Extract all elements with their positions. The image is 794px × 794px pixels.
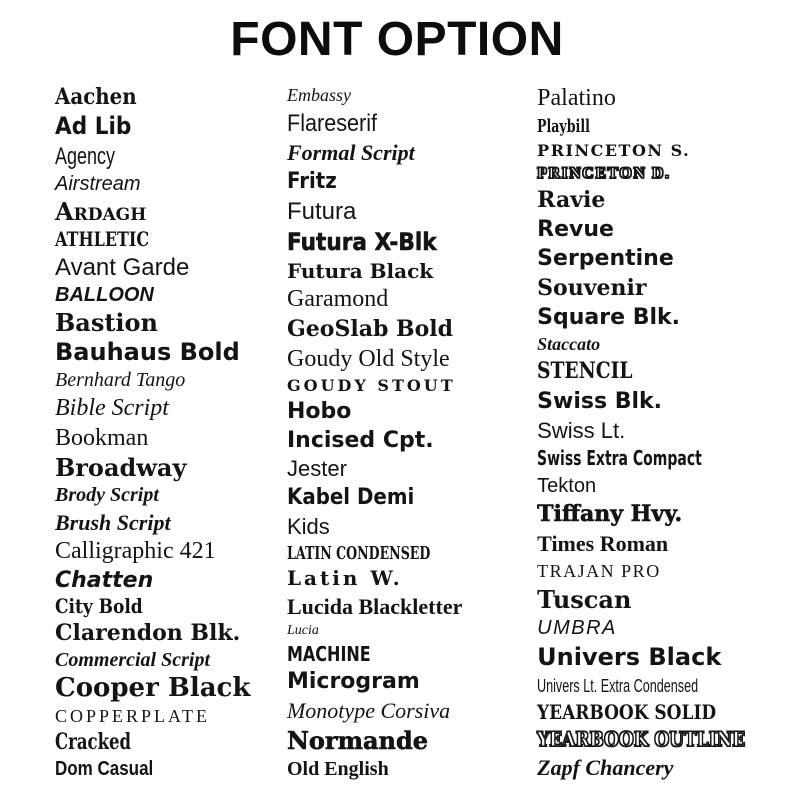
font-sample-swiss-lt: Swiss Lt.	[537, 418, 626, 444]
font-sample-dom-casual: Dom Casual	[55, 757, 154, 780]
font-sample-bauhaus-bold: Bauhaus Bold	[55, 338, 240, 367]
font-sample-cracked: Cracked	[55, 728, 132, 755]
font-sample-tiffany-hvy: Tiffany Hvy.	[537, 500, 683, 527]
page-title: FONT OPTION	[230, 13, 564, 66]
font-sample-incised-cpt: Incised Cpt.	[286, 427, 434, 453]
font-sample-fritz: Fritz	[286, 169, 337, 195]
font-sample-latin-condensed: LATIN CONDENSED	[286, 542, 431, 564]
font-sample-princeton-d: PRINCETON D.	[537, 164, 671, 182]
font-sample-calligraphic-421: Calligraphic 421	[55, 537, 216, 564]
font-sample-balloon: BALLOON	[55, 283, 154, 306]
font-sample-zapf-chancery: Zapf Chancery	[537, 755, 674, 781]
font-sample-machine: MACHINE	[286, 641, 371, 666]
font-columns	[55, 86, 782, 780]
font-column-1	[55, 86, 287, 780]
font-sample-goudy-stout: GOUDY STOUT	[286, 375, 456, 395]
font-sample-umbra: UMBRA	[537, 617, 617, 640]
font-sample-stencil: STENCIL	[537, 358, 633, 385]
font-sample-aachen: Aachen	[55, 84, 137, 110]
font-sample-univers-lt-extra-condensed: Univers Lt. Extra Condensed	[537, 675, 699, 696]
font-sample-ravie: Ravie	[537, 186, 606, 213]
font-sample-futura: Futura	[286, 197, 357, 225]
font-sample-geoslab-bold: GeoSlab Bold	[286, 316, 453, 343]
font-sample-trajan-pro: TRAJAN PRO	[537, 560, 661, 581]
font-sample-cooper-black: Cooper Black	[55, 673, 251, 704]
font-sample-bernhard-tango: Bernhard Tango	[55, 369, 186, 392]
font-column-2	[287, 86, 537, 780]
font-sample-futura-black: Futura Black	[286, 258, 434, 283]
font-sample-tekton: Tekton	[537, 474, 597, 497]
font-sample-swiss-blk: Swiss Blk.	[537, 388, 663, 414]
font-column-3	[537, 86, 782, 780]
font-sample-brush-script: Brush Script	[55, 509, 171, 535]
font-sample-garamond: Garamond	[286, 286, 389, 313]
font-sample-playbill: Playbill	[537, 116, 591, 138]
font-sample-yearbook-outline: YEARBOOK OUTLINE	[537, 727, 746, 752]
font-sample-futura-x-blk: Futura X-Blk	[286, 227, 437, 256]
font-sample-serpentine: Serpentine	[537, 246, 674, 272]
font-sample-times-roman: Times Roman	[537, 531, 669, 557]
font-sample-agency: Agency	[55, 142, 116, 170]
font-sample-flareserif: Flareserif	[286, 109, 378, 137]
font-sample-tuscan: Tuscan	[537, 584, 632, 614]
font-sample-staccato: Staccato	[537, 334, 601, 355]
font-sample-square-blk: Square Blk.	[537, 304, 680, 330]
font-sample-airstream: Airstream	[55, 172, 141, 195]
font-sample-city-bold: City Bold	[55, 594, 143, 619]
font-sample-palatino: Palatino	[537, 85, 616, 111]
font-sample-lucia: Lucia	[286, 622, 319, 638]
font-sample-princeton-s: PRINCETON S.	[537, 140, 691, 160]
font-sample-bookman: Bookman	[55, 424, 149, 451]
font-sample-embassy: Embassy	[286, 85, 351, 105]
font-sample-lucida-blackletter: Lucida Blackletter	[286, 593, 463, 619]
font-sample-clarendon-blk: Clarendon Blk.	[55, 620, 241, 647]
font-sample-yearbook-solid: YEARBOOK SOLID	[537, 699, 717, 724]
font-sample-latin-w: Latin W.	[286, 566, 403, 591]
font-sample-avant-garde: Avant Garde	[55, 253, 190, 281]
font-sample-ardagh: Ardagh	[55, 197, 147, 227]
font-sample-goudy-old-style: Goudy Old Style	[286, 345, 450, 372]
font-sample-kids: Kids	[286, 513, 330, 539]
font-sample-old-english: Old English	[286, 757, 389, 780]
font-sample-bastion: Bastion	[55, 308, 159, 338]
font-sample-monotype-corsiva: Monotype Corsiva	[286, 698, 451, 724]
font-sample-ad-lib: Ad Lib	[55, 111, 132, 140]
font-sample-brody-script: Brody Script	[55, 484, 159, 507]
font-sample-copperplate: COPPERPLATE	[55, 706, 211, 727]
font-sample-swiss-extra-compact: Swiss Extra Compact	[537, 446, 702, 471]
font-sample-hobo: Hobo	[286, 398, 352, 424]
font-sample-revue: Revue	[537, 216, 614, 242]
font-sample-microgram: Microgram	[286, 669, 420, 695]
font-sample-formal-script: Formal Script	[286, 140, 415, 166]
font-sample-univers-black: Univers Black	[537, 643, 722, 672]
font-sample-normande: Normande	[286, 725, 429, 755]
font-sample-chatten: Chatten	[55, 567, 154, 593]
font-sample-commercial-script: Commercial Script	[55, 648, 210, 671]
font-sample-bible-script: Bible Script	[55, 394, 169, 421]
font-sample-kabel-demi: Kabel Demi	[286, 485, 415, 511]
font-sample-jester: Jester	[286, 456, 347, 482]
font-sample-souvenir: Souvenir	[537, 274, 647, 301]
font-sample-broadway: Broadway	[55, 453, 187, 483]
font-sample-athletic: ATHLETIC	[55, 227, 150, 252]
